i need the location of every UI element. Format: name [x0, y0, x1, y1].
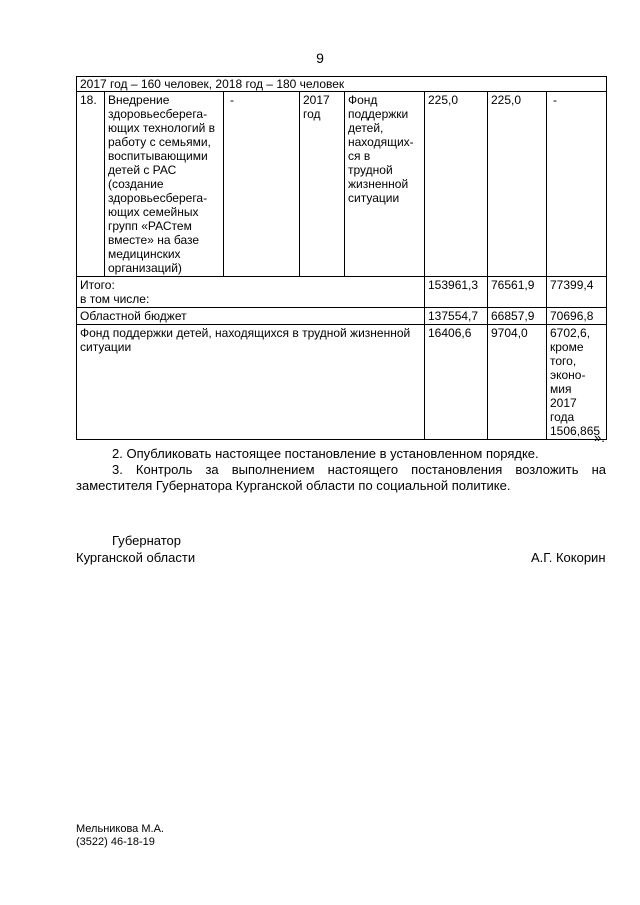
budget-table	[76, 76, 607, 440]
year-2018-cell: 6702,6, кроме того, эконо- мия 2017 года 1506,865	[547, 325, 607, 440]
total-cell: 153961,3	[425, 277, 488, 308]
measure-name: Внедрение здоровьесберега- ющих технологий в работу с семьями, воспитывающими детей с РАС (создание здоровьесберега- ющих семейных групп «РАСтем вместе» на базе медицинских организаций)	[105, 92, 224, 277]
oblast-label-cell: Областной бюджет	[77, 308, 425, 325]
paragraph-2: 2. Опубликовать настоящее постановление в установленном порядке.	[112, 446, 539, 461]
table-row	[77, 92, 607, 277]
table-row	[77, 325, 607, 440]
year-2017-cell: 225,0	[488, 92, 547, 277]
year-2018-cell: -	[547, 92, 607, 277]
executor-phone: (3522) 46-18-19	[76, 836, 155, 848]
plan-header-cell: 2017 год – 160 человек, 2018 год – 180 человек	[77, 77, 607, 92]
funding-source-cell: Фонд поддержки детей, находящих- ся в трудной жизненной ситуации	[345, 92, 425, 277]
signature-title-line2: Курганской области	[76, 550, 196, 565]
paragraph-3-line-1: 3. Контроль за выполнением настоящего постановления возложить на	[112, 462, 606, 477]
table-row	[77, 77, 607, 92]
signature-name: А.Г. Кокорин	[531, 550, 606, 565]
paragraph-3-line-2: заместителя Губернатора Курганской области по социальной политике.	[76, 478, 511, 493]
executor-block	[76, 823, 164, 849]
executor-name: Мельникова М.А.	[76, 823, 164, 835]
table-row	[77, 277, 607, 308]
row-number: 18.	[77, 92, 105, 277]
total-cell: 137554,7	[425, 308, 488, 325]
closing-quote: ».	[594, 430, 605, 445]
itogo-label-cell: Итого: в том числе:	[77, 277, 425, 308]
total-cell: 225,0	[425, 92, 488, 277]
total-cell: 16406,6	[425, 325, 488, 440]
fond-label-cell: Фонд поддержки детей, находящихся в трудной жизненной ситуации	[77, 325, 425, 440]
year-2017-cell: 76561,9	[488, 277, 547, 308]
year-2018-cell: 77399,4	[547, 277, 607, 308]
year-2017-cell: 9704,0	[488, 325, 547, 440]
table-row	[77, 308, 607, 325]
page-number: 9	[316, 50, 324, 66]
term-cell: 2017 год	[300, 92, 345, 277]
year-2018-cell: 70696,8	[547, 308, 607, 325]
responsible-cell: -	[224, 92, 300, 277]
signature-title-line1: Губернатор	[112, 533, 181, 548]
year-2017-cell: 66857,9	[488, 308, 547, 325]
